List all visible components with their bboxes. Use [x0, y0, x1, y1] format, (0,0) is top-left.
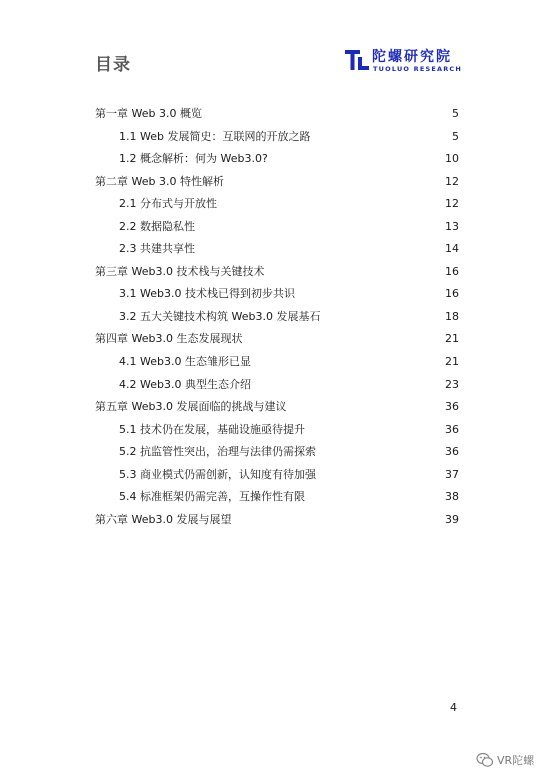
page-title: 目录: [95, 55, 131, 75]
toc-entry-page: 21: [445, 355, 459, 369]
watermark-text: VR陀螺: [497, 754, 535, 767]
toc-entry-label: 1.2 概念解析：何为 Web3.0?: [119, 152, 268, 166]
toc-section[interactable]: [95, 306, 459, 329]
toc-chapter[interactable]: [95, 396, 459, 419]
tuoluo-logo-icon: [344, 48, 370, 72]
toc-section[interactable]: [95, 238, 459, 261]
watermark: [476, 750, 552, 772]
toc-entry-label: 1.1 Web 发展简史：互联网的开放之路: [119, 129, 311, 143]
toc-entry-label: 4.2 Web3.0 典型生态介绍: [119, 377, 251, 391]
toc-entry-label: 第四章 Web3.0 生态发展现状: [95, 332, 243, 346]
toc-chapter[interactable]: [95, 171, 459, 194]
toc-entry-page: 38: [445, 490, 459, 504]
toc-entry-label: 3.1 Web3.0 技术栈已得到初步共识: [119, 287, 295, 301]
toc-section[interactable]: [95, 283, 459, 306]
toc-entry-label: 2.2 数据隐私性: [119, 219, 195, 233]
toc-entry-label: 第一章 Web 3.0 概览: [95, 107, 202, 120]
toc-chapter[interactable]: [95, 103, 459, 126]
toc-entry-page: 36: [445, 422, 459, 436]
toc-chapter[interactable]: [95, 328, 459, 351]
toc-entry-page: 21: [445, 332, 459, 346]
toc-entry-label: 4.1 Web3.0 生态雏形已显: [119, 355, 251, 369]
logo-name: 陀螺研究院: [372, 49, 452, 65]
toc-entry-label: 2.3 共建共享性: [119, 242, 195, 256]
toc-entry-label: 第二章 Web 3.0 特性解析: [95, 174, 224, 188]
toc-entry-page: 13: [445, 219, 459, 233]
toc-section[interactable]: [95, 126, 459, 149]
toc-entry-label: 5.2 抗监管性突出，治理与法律仍需探索: [119, 445, 316, 459]
toc-entry-label: 第六章 Web3.0 发展与展望: [95, 512, 232, 526]
toc-entry-label: 5.4 标准框架仍需完善，互操作性有限: [119, 490, 305, 504]
toc-section[interactable]: [95, 419, 459, 442]
toc-chapter[interactable]: [95, 509, 459, 532]
table-of-contents: [95, 103, 459, 531]
logo: [344, 44, 463, 78]
page-number: 4: [450, 701, 457, 714]
toc-entry-page: 14: [445, 242, 459, 256]
toc-entry-page: 23: [445, 377, 459, 391]
toc-section[interactable]: [95, 441, 459, 464]
toc-section[interactable]: [95, 193, 459, 216]
toc-section[interactable]: [95, 216, 459, 239]
toc-section[interactable]: [95, 374, 459, 397]
toc-entry-label: 第五章 Web3.0 发展面临的挑战与建议: [95, 400, 287, 414]
toc-entry-page: 39: [445, 512, 459, 526]
toc-section[interactable]: [95, 351, 459, 374]
toc-entry-page: 16: [445, 264, 459, 278]
toc-entry-label: 5.3 商业模式仍需创新，认知度有待加强: [119, 467, 316, 481]
logo-subtitle: TUOLUO RESEARCH: [373, 65, 463, 73]
toc-section[interactable]: [95, 486, 459, 509]
toc-entry-page: 12: [445, 174, 459, 188]
toc-entry-page: 10: [445, 152, 459, 166]
toc-entry-page: 37: [445, 467, 459, 481]
toc-entry-label: 2.1 分布式与开放性: [119, 197, 217, 211]
toc-entry-label: 3.2 五大关键技术构筑 Web3.0 发展基石: [119, 309, 321, 323]
toc-entry-page: 18: [445, 309, 459, 323]
toc-section[interactable]: [95, 148, 459, 171]
toc-entry-page: 16: [445, 287, 459, 301]
toc-entry-page: 5: [452, 129, 459, 143]
toc-section[interactable]: [95, 464, 459, 487]
wechat-icon: [476, 752, 494, 768]
toc-entry-page: 36: [445, 445, 459, 459]
toc-entry-label: 5.1 技术仍在发展，基础设施亟待提升: [119, 422, 305, 436]
toc-entry-page: 12: [445, 197, 459, 211]
toc-entry-page: 36: [445, 400, 459, 414]
toc-entry-label: 第三章 Web3.0 技术栈与关键技术: [95, 264, 265, 278]
toc-chapter[interactable]: [95, 261, 459, 284]
toc-entry-page: 5: [452, 107, 459, 120]
